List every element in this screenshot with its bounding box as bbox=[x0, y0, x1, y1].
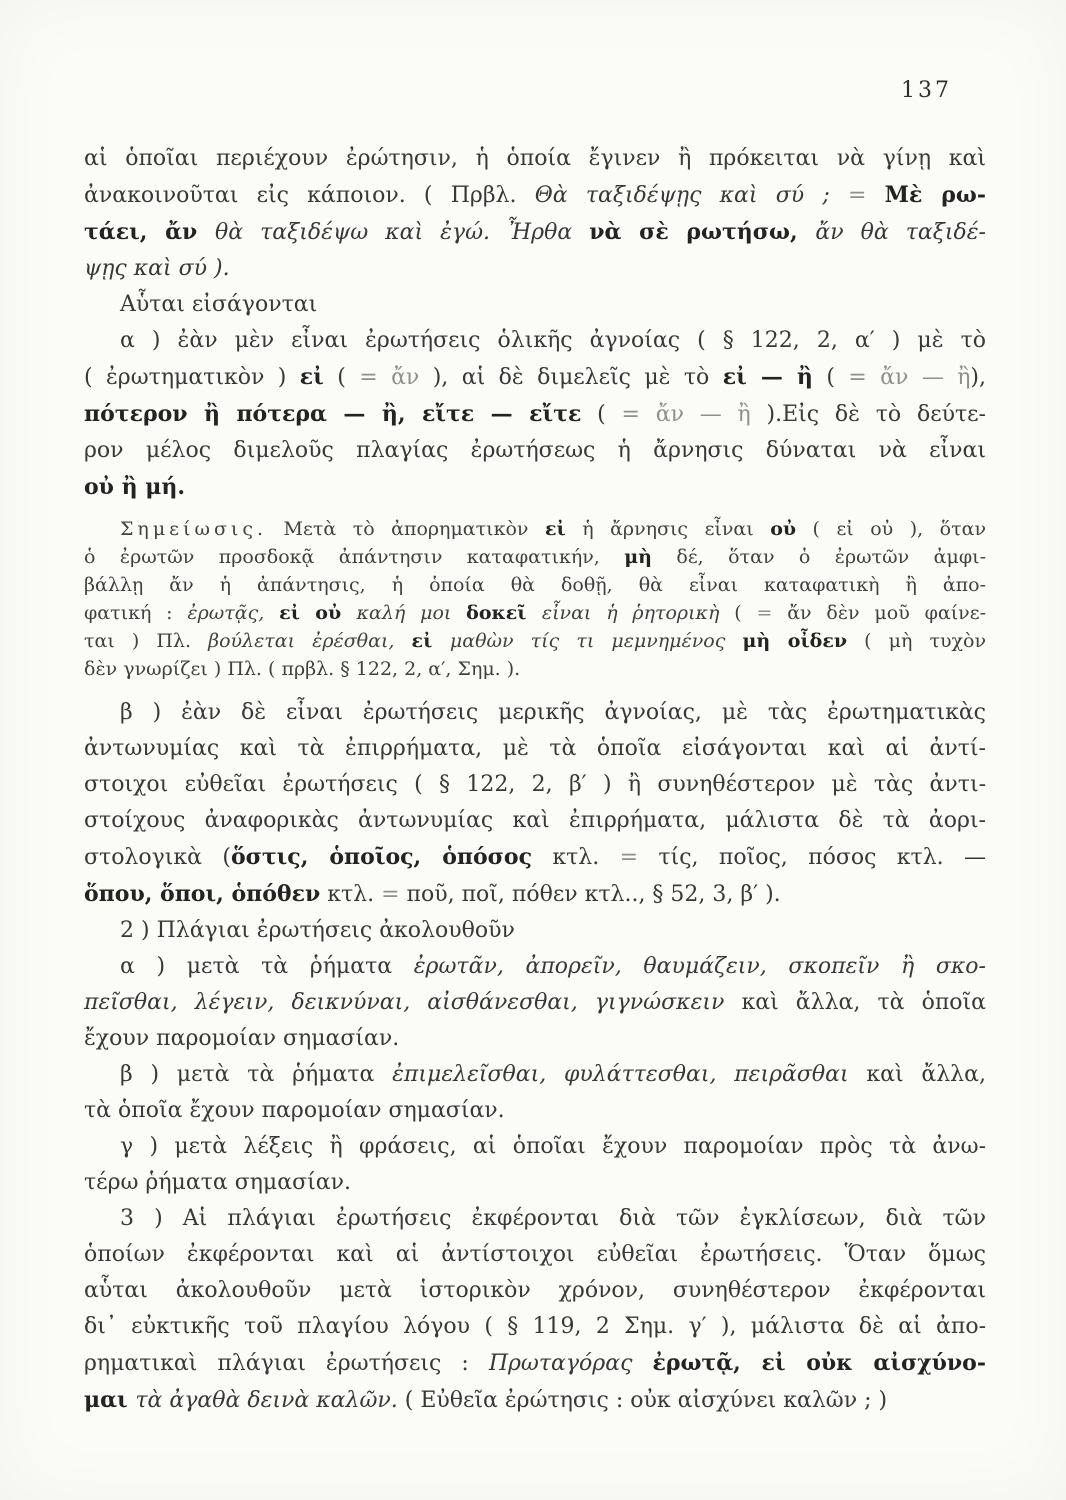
text-segment: ὁποίων ἐκφέρονται καὶ αἱ ἀντίστοιχοι εὐθεῖαι ἐρωτήσεις. Ὅταν ὅμως bbox=[84, 1242, 986, 1267]
text-line bbox=[84, 985, 986, 1021]
text-segment: ἄν δὲν μοῦ φαίνε- bbox=[787, 602, 986, 624]
text-line bbox=[84, 251, 986, 287]
text-segment: 2 ) Πλάγιαι ἐρωτήσεις ἀκολουθοῦν bbox=[120, 918, 515, 943]
text-line bbox=[84, 1237, 986, 1273]
text-segment: γ ) μετὰ λέξεις ἢ φράσεις, αἱ ὁποῖαι ἔχουν παρομοίαν πρὸς τὰ ἀνω- bbox=[120, 1134, 986, 1159]
text-segment: τὰ ὁποῖα ἔχουν παρομοίαν σημασίαν. bbox=[84, 1098, 505, 1123]
text-segment: θὰ ταξιδέψω καὶ ἐγώ. Ἦρθα bbox=[215, 220, 590, 245]
paragraph bbox=[84, 515, 986, 683]
text-segment: μὴ bbox=[624, 546, 652, 568]
text-segment: στοιχοι εὐθεῖαι ἐρωτήσεις ( § 122, 2, β′ ) ἢ συνηθέστερον μὲ τὰς ἀντι- bbox=[84, 772, 986, 797]
text-segment: νὰ σὲ ρωτήσω, bbox=[589, 219, 816, 245]
text-segment: = bbox=[848, 183, 885, 208]
text-segment: φατική : bbox=[84, 602, 188, 624]
text-segment: ὁ ἐρωτῶν προσδοκᾷ ἀπάντησιν καταφατικήν, bbox=[84, 546, 625, 568]
text-segment: ἀντωνυμίας καὶ τὰ ἐπιρρήματα, μὲ τὰ ὁποῖα εἰσάγονται καὶ αἱ ἀντί- bbox=[84, 736, 986, 761]
text-segment: εἶναι ἡ ῥητορικὴ bbox=[541, 602, 735, 624]
text-segment: ται ) Πλ. bbox=[84, 630, 209, 652]
text-segment: Σημείωσις. bbox=[120, 518, 268, 540]
text-segment: τὰ ἀγαθὰ δεινὰ καλῶν. bbox=[135, 1388, 405, 1413]
text-segment: ἄν θὰ ταξιδέ- bbox=[815, 220, 986, 245]
text-segment: εἰ οὐ bbox=[279, 602, 357, 624]
text-segment: μαι bbox=[84, 1387, 136, 1413]
text-segment: ἔχουν παρομοίαν σημασίαν. bbox=[84, 1026, 400, 1051]
text-segment: ὅπου, ὅποι, ὁπόθεν bbox=[84, 881, 321, 907]
text-line bbox=[84, 1309, 986, 1345]
text-line bbox=[84, 543, 986, 571]
text-segment: καὶ ἄλλα, τὰ ὁποῖα bbox=[741, 990, 987, 1015]
text-segment: ρον μέλος διμελοῦς πλαγίας ἐρωτήσεως ἡ ἄρνησις δύναται νὰ εἶναι bbox=[84, 438, 986, 463]
paragraph bbox=[84, 1201, 986, 1419]
text-segment: οὐ ἢ μή. bbox=[84, 474, 186, 500]
text-segment: Μὲ ρω- bbox=[884, 182, 986, 208]
paragraph bbox=[84, 1129, 986, 1201]
text-segment: πεῖσθαι, λέγειν, δεικνύναι, αἰσθάνεσθαι, γιγνώσκειν bbox=[84, 990, 742, 1015]
text-segment: στοίχους ἀναφορικὰς ἀντωνυμίας καὶ ἐπιρρήματα, μάλιστα δὲ τὰ ἀορι- bbox=[84, 808, 986, 833]
text-segment: ἐρωτᾷς, bbox=[187, 602, 280, 624]
text-line bbox=[84, 949, 986, 985]
text-segment: = ἄν — ἢ bbox=[621, 402, 751, 427]
text-segment: = bbox=[756, 602, 788, 624]
text-segment: Αὗται εἰσάγονται bbox=[120, 292, 318, 317]
text-segment: εἰ bbox=[299, 364, 324, 390]
text-segment: τέρω ῥήματα σημασίαν. bbox=[84, 1170, 351, 1195]
text-segment: μὴ οἶδεν bbox=[742, 630, 848, 652]
text-segment: = ἄν — ἢ bbox=[848, 365, 971, 390]
text-segment: 3 ) Αἱ πλάγιαι ἐρωτήσεις ἐκφέρονται διὰ τῶν ἐγκλίσεων, διὰ τῶν bbox=[120, 1206, 986, 1231]
text-line bbox=[84, 599, 986, 627]
text-line bbox=[84, 731, 986, 767]
text-segment: κτλ. bbox=[320, 882, 382, 907]
text-line bbox=[84, 1021, 986, 1057]
text-segment: α ) ἐὰν μὲν εἶναι ἐρωτήσεις ὁλικῆς ἀγνοίας ( § 122, 2, α′ ) μὲ τὸ bbox=[120, 328, 986, 353]
text-line bbox=[84, 913, 986, 949]
text-segment: δὲν γνωρίζει ) Πλ. ( πρβλ. § 122, 2, α′, Σημ. ). bbox=[84, 658, 521, 680]
text-segment: α ) μετὰ τὰ ῥήματα bbox=[120, 954, 414, 979]
text-segment: ( bbox=[734, 602, 757, 624]
text-line bbox=[84, 433, 986, 469]
text-segment: ( εἰ οὐ ), ὅταν bbox=[796, 518, 986, 540]
paragraph bbox=[84, 141, 986, 287]
text-segment: δέ, ὅταν ὁ ἐρωτῶν ἀμφι- bbox=[651, 546, 986, 568]
text-segment: καὶ ἄλλα, bbox=[866, 1062, 986, 1087]
text-segment: ( bbox=[581, 402, 622, 427]
paragraph bbox=[84, 913, 986, 949]
text-line bbox=[84, 627, 986, 655]
text-segment: β ) μετὰ τὰ ῥήματα bbox=[120, 1062, 393, 1087]
text-segment: ( ἐρωτηματικὸν ) bbox=[84, 365, 300, 390]
text-line bbox=[84, 571, 986, 599]
text-segment: καλή μοι bbox=[356, 602, 467, 624]
text-segment: εἰ bbox=[544, 518, 566, 540]
text-segment: στολογικὰ ( bbox=[84, 845, 231, 870]
text-line bbox=[84, 839, 986, 876]
text-segment: ἐρωτᾶν, ἀπορεῖν, θαυμάζειν, σκοπεῖν ἢ σκο- bbox=[413, 954, 986, 979]
text-segment: ( bbox=[323, 365, 360, 390]
text-segment: βούλεται ἐρέσθαι, bbox=[208, 630, 412, 652]
text-segment: ἀνακοινοῦται εἰς κάποιον. ( Πρβλ. bbox=[84, 183, 535, 208]
text-line bbox=[84, 1273, 986, 1309]
text-line bbox=[84, 214, 986, 251]
text-segment: ), bbox=[970, 365, 986, 390]
text-line bbox=[84, 515, 986, 543]
text-line bbox=[84, 469, 986, 506]
text-line bbox=[84, 1129, 986, 1165]
text-segment: τάει, ἄν bbox=[84, 219, 215, 245]
text-line bbox=[84, 359, 986, 396]
text-segment: ( bbox=[812, 365, 849, 390]
page-text bbox=[84, 141, 986, 1419]
text-line bbox=[84, 396, 986, 433]
text-line bbox=[84, 655, 986, 683]
paragraph bbox=[84, 949, 986, 1057]
text-segment: ), αἱ δὲ διμελεῖς μὲ τὸ bbox=[419, 365, 723, 390]
text-line bbox=[84, 1057, 986, 1093]
text-line bbox=[84, 695, 986, 731]
paragraph bbox=[84, 1057, 986, 1129]
text-line bbox=[84, 1093, 986, 1129]
text-segment: = bbox=[381, 882, 407, 907]
text-segment: Μετὰ τὸ ἀπορηματικὸν bbox=[267, 518, 545, 540]
text-segment: πότερον ἢ πότερα — ἢ, εἴτε — εἴτε bbox=[84, 401, 582, 427]
text-segment: ).Εἰς δὲ τὸ δεύτε- bbox=[750, 402, 986, 427]
text-segment: β ) ἐὰν δὲ εἶναι ἐρωτήσεις μερικῆς ἀγνοίας, μὲ τὰς ἐρωτηματικὰς bbox=[120, 700, 986, 725]
text-segment: Θὰ ταξιδέψῃς καὶ σύ ; bbox=[534, 183, 848, 208]
text-segment: ( Εὐθεῖα ἐρώτησις : οὐκ αἰσχύνει καλῶν ; ) bbox=[404, 1388, 888, 1413]
text-segment: εἰ — ἢ bbox=[722, 364, 813, 390]
paragraph bbox=[84, 323, 986, 506]
text-line bbox=[84, 767, 986, 803]
text-line bbox=[84, 876, 986, 913]
text-segment: ἐρωτᾷ, εἰ οὐκ αἰσχύνο- bbox=[652, 1350, 986, 1376]
text-segment: τίς, ποῖος, πόσος κτλ. — bbox=[658, 845, 986, 870]
text-line bbox=[84, 287, 986, 323]
text-segment: = bbox=[619, 845, 659, 870]
text-line bbox=[84, 803, 986, 839]
text-line bbox=[84, 141, 986, 177]
text-segment: = ἄν bbox=[359, 365, 420, 390]
text-segment: ὅστις, ὁποῖος, ὁπόσος bbox=[230, 844, 532, 870]
text-line bbox=[84, 177, 986, 214]
text-segment: εἰ bbox=[411, 630, 450, 652]
text-segment: Πρωταγόρας bbox=[488, 1351, 653, 1376]
text-segment: ποῦ, ποῖ, πόθεν κτλ.., § 52, 3, β′ ). bbox=[406, 882, 781, 907]
text-line bbox=[84, 1201, 986, 1237]
text-segment: οὐ bbox=[770, 518, 797, 540]
text-segment: ἐπιμελεῖσθαι, φυλάττεσθαι, πειρᾶσθαι bbox=[392, 1062, 867, 1087]
text-segment: αὗται ἀκολουθοῦν μετὰ ἱστορικὸν χρόνον, συνηθέστερον ἐκφέρονται bbox=[84, 1278, 986, 1303]
text-segment: δι᾽ εὐκτικῆς τοῦ πλαγίου λόγου ( § 119, 2 Σημ. γ′ ), μάλιστα δὲ αἱ ἀπο- bbox=[84, 1314, 986, 1339]
text-segment: δοκεῖ bbox=[466, 602, 542, 624]
text-segment: κτλ. bbox=[531, 845, 620, 870]
text-segment: αἱ ὁποῖαι περιέχουν ἐρώτησιν, ἡ ὁποία ἔγινεν ἢ πρόκειται νὰ γίνῃ καὶ bbox=[84, 146, 986, 171]
page-number: 137 bbox=[901, 78, 952, 103]
text-segment: ( μὴ τυχὸν bbox=[847, 630, 987, 652]
text-line bbox=[84, 1165, 986, 1201]
text-segment: ρηματικαὶ πλάγιαι ἐρωτήσεις : bbox=[84, 1351, 489, 1376]
paragraph bbox=[84, 695, 986, 913]
text-line bbox=[84, 1382, 986, 1419]
text-segment: μαθὼν τίς τι μεμνημένος bbox=[449, 630, 743, 652]
paragraph bbox=[84, 287, 986, 323]
text-segment: ἡ ἄρνησις εἶναι bbox=[565, 518, 771, 540]
text-segment: ψῃς καὶ σύ ). bbox=[84, 256, 230, 281]
text-segment: βάλλῃ ἄν ἡ ἀπάντησις, ἡ ὁποία θὰ δοθῇ, θὰ εἶναι καταφατικὴ ἢ ἀπο- bbox=[84, 574, 986, 596]
text-line bbox=[84, 1345, 986, 1382]
text-line bbox=[84, 323, 986, 359]
